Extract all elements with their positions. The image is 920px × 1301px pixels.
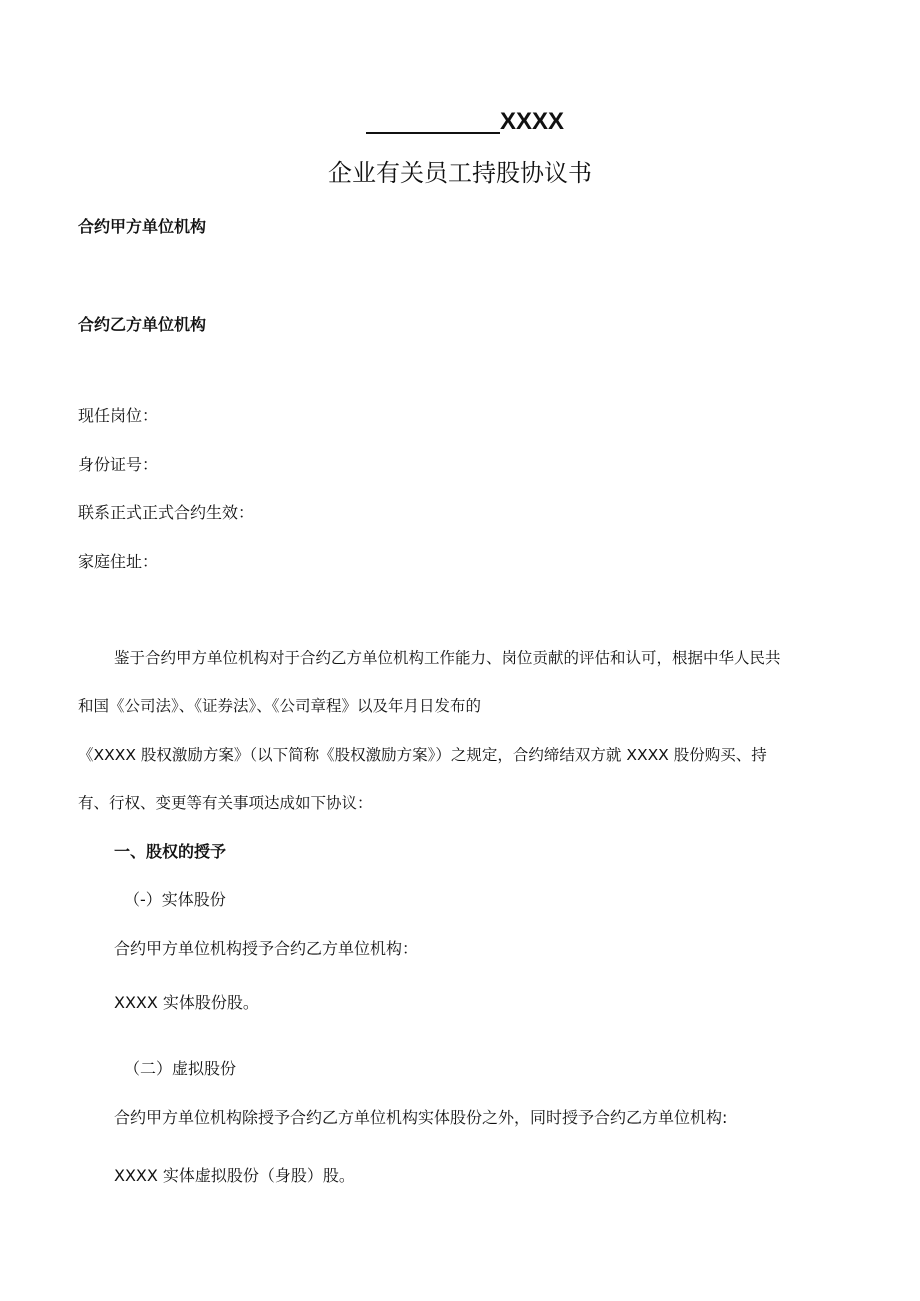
- id-number-field-label: 身份证号：: [78, 455, 159, 474]
- title-company-placeholder: XXXX: [500, 108, 565, 135]
- address-field-label: 家庭住址：: [78, 552, 159, 571]
- subsection-2-text-2: XXXX 实体虚拟股份（身股）股。: [114, 1166, 355, 1185]
- preamble-line-4: 有、行权、变更等有关事项达成如下协议：: [78, 794, 373, 812]
- preamble-line-3: 《XXXX 股权激励方案》（以下简称《股权激励方案》）之规定，合约缔结双方就 XXXX 股份购买、持: [78, 746, 767, 764]
- document-title: 企业有关员工持股协议书: [328, 159, 592, 187]
- position-field-label: 现任岗位：: [78, 406, 159, 425]
- preamble-line-1: 鉴于合约甲方单位机构对于合约乙方单位机构工作能力、岗位贡献的评估和认可，根据中华人民共: [114, 649, 781, 667]
- section-1-heading: 一、股权的授予: [114, 842, 227, 861]
- subsection-2-heading: （二）虚拟股份: [124, 1059, 237, 1078]
- preamble-line-2: 和国《公司法》、《证券法》、《公司章程》以及年月日发布的: [78, 697, 482, 715]
- party-b-label: 合约乙方单位机构: [78, 315, 207, 334]
- subsection-2-text-1: 合约甲方单位机构除授予合约乙方单位机构实体股份之外，同时授予合约乙方单位机构:: [114, 1108, 728, 1127]
- subsection-1-text-1: 合约甲方单位机构授予合约乙方单位机构：: [114, 939, 419, 958]
- party-a-label: 合约甲方单位机构: [78, 217, 207, 236]
- contact-field-label: 联系正式正式合约生效：: [78, 503, 255, 522]
- subsection-1-heading: （-）实体股份: [124, 890, 226, 909]
- subsection-1-text-2: XXXX 实体股份股。: [114, 993, 259, 1012]
- title-blank-underline: [366, 108, 500, 134]
